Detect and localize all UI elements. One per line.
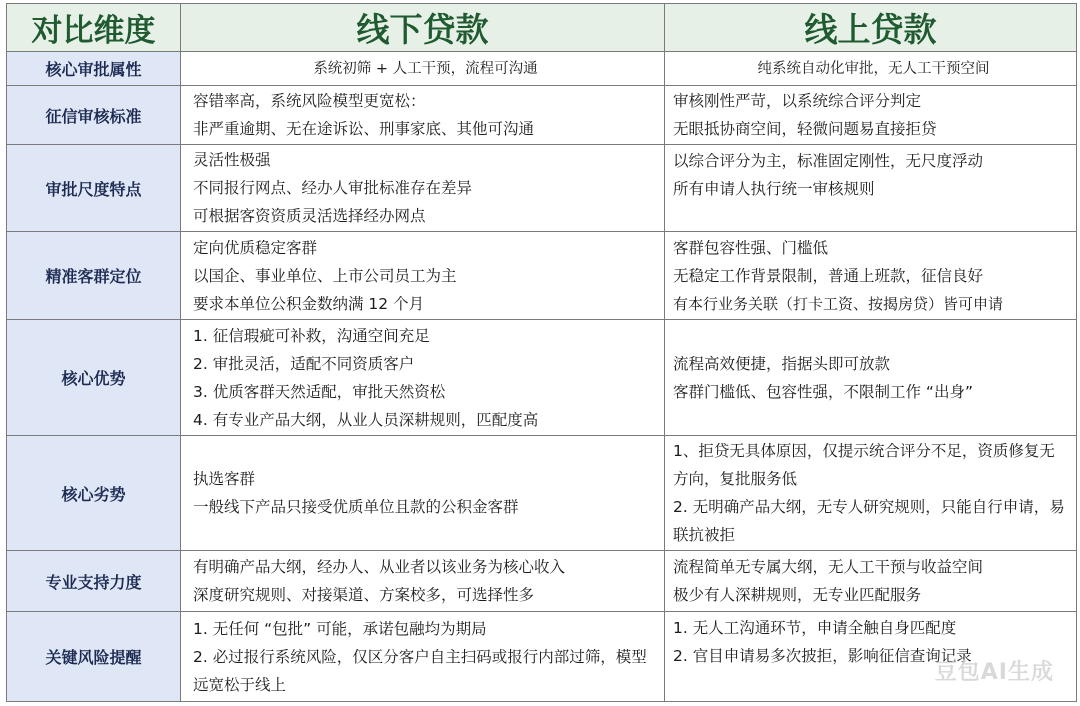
cell-line: 系统初筛 + 人工干预，流程可沟通	[313, 60, 538, 77]
row-label: 精准客群定位	[7, 232, 181, 320]
cell-line: 1、拒贷无具体原因，仅提示统合评分不足，资质修复无方向，复批服务低	[673, 442, 1055, 488]
table-row	[7, 86, 1077, 145]
online-cell	[665, 551, 1077, 612]
cell-line: 审核刚性严苛，以系统综合评分判定	[673, 92, 922, 110]
online-cell	[665, 145, 1077, 232]
table-row	[7, 436, 1077, 551]
table-row	[7, 320, 1077, 436]
cell-line: 流程高效便捷，指据头即可放款	[673, 354, 891, 373]
cell-line: 客群包容性强、门槛低	[673, 238, 829, 257]
cell-line: 1. 无人工沟通环节，申请全触自身匹配度	[673, 619, 957, 637]
cell-line: 无眼抵协商空间，轻微问题易直接拒贷	[673, 120, 937, 138]
cell-line: 2. 官目申请易多次披拒，影响征信查询记录	[673, 647, 972, 665]
cell-line: 以综合评分为主，标准固定刚性，无尺度浮动	[673, 152, 984, 170]
table-row	[7, 551, 1077, 612]
table-row	[7, 52, 1077, 86]
offline-cell	[181, 320, 665, 436]
comparison-table	[6, 3, 1077, 702]
table-row	[7, 612, 1077, 702]
cell-line: 执选客群	[193, 470, 256, 488]
offline-cell	[181, 436, 665, 551]
header-online-loan: 线上贷款	[665, 4, 1077, 52]
cell-line: 有明确产品大纲，经办人、从业者以该业务为核心收入	[193, 558, 566, 576]
cell-line: 2. 审批灵活，适配不同资质客户	[193, 354, 415, 373]
online-cell	[665, 232, 1077, 320]
online-cell	[665, 52, 1077, 86]
cell-line: 可根据客资资质灵活选择经办网点	[193, 207, 426, 225]
row-label: 审批尺度特点	[7, 145, 181, 232]
row-label: 核心劣势	[7, 436, 181, 551]
cell-line: 1. 征信瑕疵可补救，沟通空间充足	[193, 326, 430, 345]
online-cell	[665, 320, 1077, 436]
cell-line: 客群门槛低、包容性强，不限制工作 “出身”	[673, 382, 973, 401]
cell-line: 流程简单无专属大纲，无人工干预与收益空间	[673, 558, 984, 576]
offline-cell	[181, 145, 665, 232]
cell-line: 纯系统自动化审批，无人工干预空间	[757, 60, 990, 77]
offline-cell	[181, 232, 665, 320]
online-cell	[665, 436, 1077, 551]
offline-cell	[181, 612, 665, 702]
cell-line: 3. 优质客群天然适配，审批天然资松	[193, 382, 446, 401]
offline-cell	[181, 86, 665, 145]
offline-cell	[181, 52, 665, 86]
row-label: 征信审核标准	[7, 86, 181, 145]
cell-line: 1. 无任何 “包批” 可能，承诺包融均为期局	[193, 619, 487, 638]
cell-line: 定向优质稳定客群	[193, 238, 318, 257]
cell-line: 非严重逾期、无在途诉讼、刑事家底、其他可沟通	[193, 120, 535, 138]
row-label: 核心审批属性	[7, 52, 181, 86]
row-label: 专业支持力度	[7, 551, 181, 612]
table-row	[7, 145, 1077, 232]
cell-line: 要求本单位公积金数纳满 12 个月	[193, 294, 425, 313]
cell-line: 有本行业务关联（打卡工资、按揭房贷）皆可申请	[673, 294, 1004, 313]
cell-line: 容错率高，系统风险模型更宽松：	[193, 92, 426, 110]
header-row	[7, 4, 1077, 52]
cell-line: 灵活性极强	[193, 151, 271, 169]
watermark: 豆包AI生成	[934, 660, 1054, 685]
cell-line: 以国企、事业单位、上市公司员工为主	[193, 266, 457, 285]
row-label: 关键风险提醒	[7, 612, 181, 702]
cell-line: 4. 有专业产品大纲，从业人员深耕规则，匹配度高	[193, 410, 539, 429]
header-offline-loan: 线下贷款	[181, 4, 665, 52]
header-dimension: 对比维度	[7, 4, 181, 52]
cell-line: 深度研究规则、对接渠道、方案校多，可选择性多	[193, 586, 535, 604]
cell-line: 2. 无明确产品大纲，无专人研究规则，只能自行申请，易联抗被拒	[673, 498, 1065, 544]
online-cell	[665, 86, 1077, 145]
cell-line: 不同报行网点、经办人审批标准存在差异	[193, 179, 473, 197]
table-row	[7, 232, 1077, 320]
cell-line: 无稳定工作背景限制，普通上班款，征信良好	[673, 266, 984, 285]
cell-line: 所有申请人执行统一审核规则	[673, 180, 875, 198]
cell-line: 2. 必过报行系统风险，仅区分客户自主扫码或报行内部过筛，模型远宽松于线上	[193, 647, 647, 694]
cell-line: 一般线下产品只接受优质单位且款的公积金客群	[193, 498, 519, 516]
row-label: 核心优势	[7, 320, 181, 436]
offline-cell	[181, 551, 665, 612]
cell-line: 极少有人深耕规则，无专业匹配服务	[673, 586, 922, 604]
